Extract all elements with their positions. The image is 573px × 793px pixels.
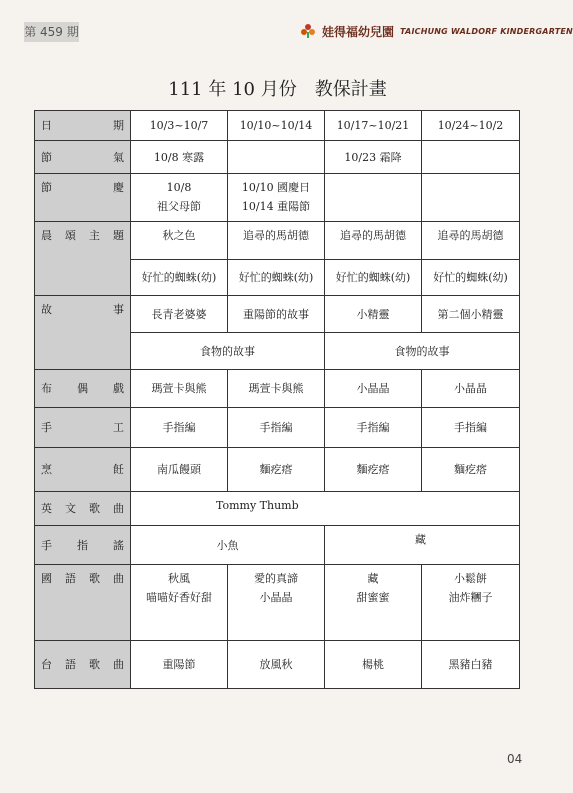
cell-line: 小鬆餅 <box>454 572 487 585</box>
row-mandarin <box>35 565 520 641</box>
plan-table <box>34 110 520 689</box>
cell: 10/17~10/21 <box>325 111 422 141</box>
label-english: 英文歌曲 <box>35 492 131 526</box>
cell-line: 10/8 <box>166 181 192 194</box>
cell <box>422 565 520 641</box>
cell: 10/23 霜降 <box>325 141 422 174</box>
cell-line: 小晶晶 <box>259 591 293 604</box>
cell: 手指編 <box>325 408 422 448</box>
label-theme: 晨頌主題 <box>35 222 131 296</box>
label-finger: 手指謠 <box>35 526 131 565</box>
label-story: 故 事 <box>35 296 131 370</box>
label-craft: 手 工 <box>35 408 131 448</box>
cell <box>325 174 422 222</box>
label-festival: 節 慶 <box>35 174 131 222</box>
page-number: 04 <box>507 752 523 766</box>
row-finger <box>35 526 520 565</box>
row-theme <box>35 222 520 260</box>
brand <box>300 20 573 42</box>
cell: 南瓜饅頭 <box>131 448 228 492</box>
label-solar-term: 節 氣 <box>35 141 131 174</box>
row-craft <box>35 408 520 448</box>
page-title: 111 年 10 月份 教保計畫 <box>168 79 387 100</box>
cell: 好忙的蜘蛛(幼) <box>325 260 422 296</box>
row-taiwanese <box>35 641 520 689</box>
cell <box>228 174 325 222</box>
cell <box>131 174 228 222</box>
cell <box>325 565 422 641</box>
cell: Tommy Thumb <box>131 492 520 526</box>
brand-english-name: TAICHUNG WALDORF KINDERGARTEN <box>400 26 573 36</box>
cell-line: 10/14 重陽節 <box>241 200 311 213</box>
flower-logo-icon <box>300 23 316 39</box>
cell: 好忙的蜘蛛(幼) <box>228 260 325 296</box>
cell: 10/8 寒露 <box>131 141 228 174</box>
cell: 楊桃 <box>325 641 422 689</box>
row-story <box>35 296 520 333</box>
cell <box>228 141 325 174</box>
cell: 好忙的蜘蛛(幼) <box>422 260 520 296</box>
label-dates: 日 期 <box>35 111 131 141</box>
cell: 追尋的馬胡德 <box>422 222 520 260</box>
cell-line: 秋風 <box>168 572 190 585</box>
row-solar-term <box>35 141 520 174</box>
cell: 重陽節的故事 <box>228 296 325 333</box>
cell-line: 喵喵好香好甜 <box>146 591 212 604</box>
row-festival <box>35 174 520 222</box>
cell: 追尋的馬胡德 <box>228 222 325 260</box>
cell: 10/3~10/7 <box>131 111 228 141</box>
cell: 長青老婆婆 <box>131 296 228 333</box>
issue-badge: 第 459 期 <box>24 22 79 42</box>
cell: 小精靈 <box>325 296 422 333</box>
label-puppet: 布偶戲 <box>35 370 131 408</box>
cell: 小晶晶 <box>325 370 422 408</box>
cell-line: 藏 <box>367 572 379 585</box>
cell: 食物的故事 <box>131 333 325 370</box>
cell: 手指編 <box>131 408 228 448</box>
cell: 瑪萱卡與熊 <box>228 370 325 408</box>
cell: 放風秋 <box>228 641 325 689</box>
cell: 10/10~10/14 <box>228 111 325 141</box>
cell-line: 愛的真諦 <box>254 572 298 585</box>
cell: 黑豬白豬 <box>422 641 520 689</box>
cell: 重陽節 <box>131 641 228 689</box>
cell: 追尋的馬胡德 <box>325 222 422 260</box>
label-cooking: 烹 飪 <box>35 448 131 492</box>
cell <box>131 565 228 641</box>
cell: 藏 <box>325 526 520 565</box>
row-dates <box>35 111 520 141</box>
cell: 手指編 <box>228 408 325 448</box>
cell: 小魚 <box>131 526 325 565</box>
cell: 麵疙瘩 <box>228 448 325 492</box>
row-cooking <box>35 448 520 492</box>
cell: 手指編 <box>422 408 520 448</box>
cell: 瑪萱卡與熊 <box>131 370 228 408</box>
row-english <box>35 492 520 526</box>
cell: 食物的故事 <box>325 333 520 370</box>
label-mandarin: 國語歌曲 <box>35 565 131 641</box>
cell: 好忙的蜘蛛(幼) <box>131 260 228 296</box>
cell-line: 甜蜜蜜 <box>356 591 390 604</box>
cell: 第二個小精靈 <box>422 296 520 333</box>
cell <box>228 565 325 641</box>
cell <box>422 174 520 222</box>
cell-line: 祖父母節 <box>157 200 201 213</box>
cell: 麵疙瘩 <box>325 448 422 492</box>
cell <box>422 141 520 174</box>
cell: 秋之色 <box>131 222 228 260</box>
brand-name: 娃得福幼兒園 <box>322 24 395 39</box>
cell: 小晶晶 <box>422 370 520 408</box>
cell-line: 油炸糰子 <box>448 591 493 604</box>
cell-line: 10/10 國慶日 <box>241 181 311 194</box>
row-puppet <box>35 370 520 408</box>
cell: 麵疙瘩 <box>422 448 520 492</box>
label-taiwanese: 台語歌曲 <box>35 641 131 689</box>
cell: 10/24~10/2 <box>422 111 520 141</box>
